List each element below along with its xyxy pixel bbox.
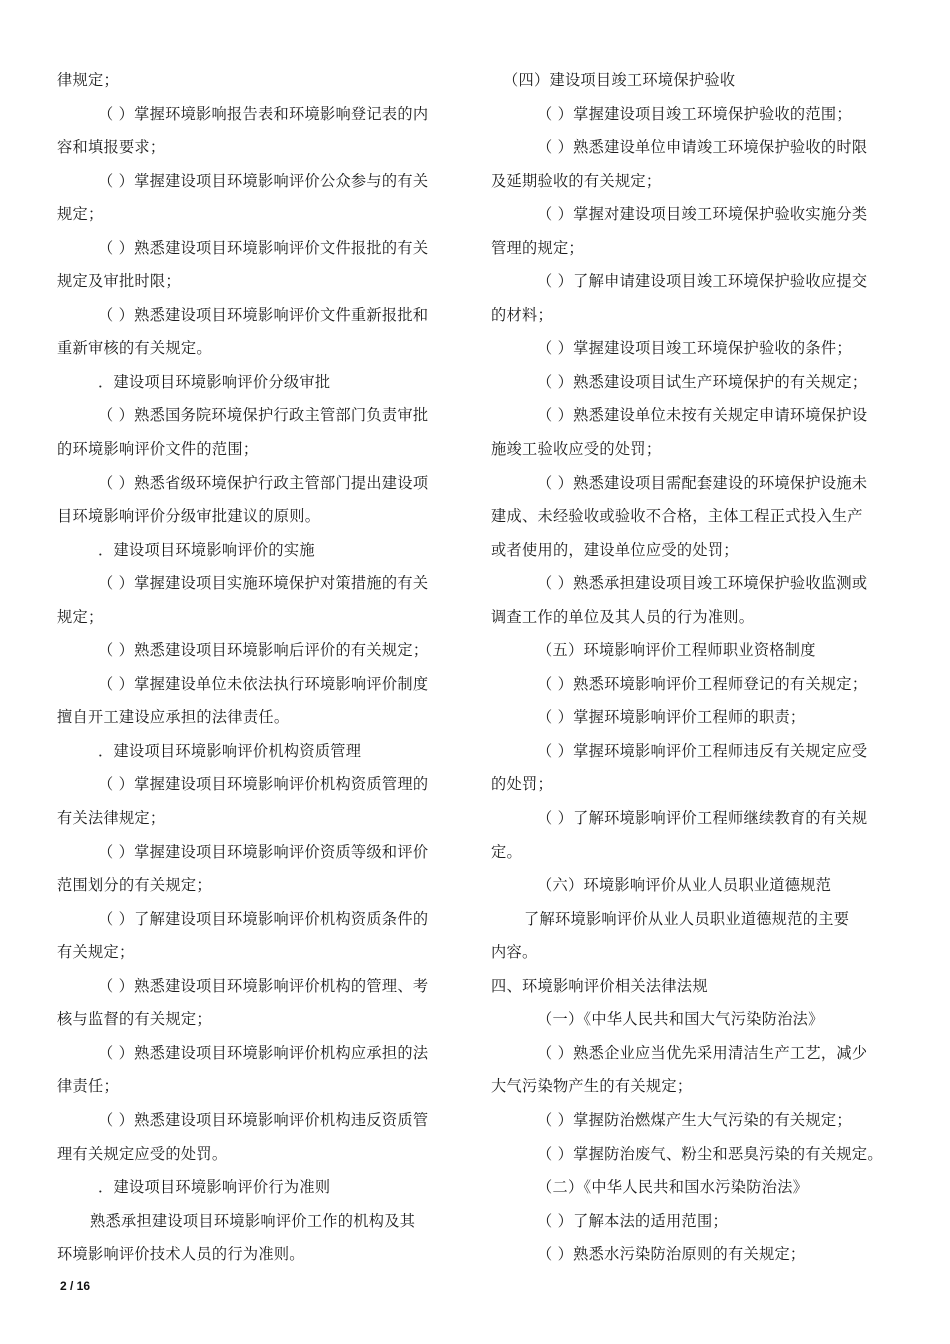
text-line: （ ）掌握防治燃煤产生大气污染的有关规定； (537, 1110, 852, 1129)
text-line: （ ）掌握建设项目环境影响评价机构资质管理的 (98, 775, 429, 794)
text-line: 内容。 (491, 943, 538, 962)
text-line: （ ）熟悉建设项目环境影响评价机构应承担的法 (98, 1043, 429, 1062)
text-line: 调查工作的单位及其人员的行为准则。 (491, 607, 755, 626)
text-line: （ ）熟悉建设单位申请竣工环境保护验收的时限 (537, 138, 868, 157)
text-line: 的处罚； (491, 775, 553, 794)
text-line: （ ）熟悉建设项目环境影响评价机构违反资质管 (98, 1110, 429, 1129)
text-line: （ ）掌握防治废气、粉尘和恶臭污染的有关规定。 (537, 1144, 883, 1163)
text-line: （ ）了解环境影响评价工程师继续教育的有关规 (537, 809, 868, 828)
text-line: （ ）熟悉建设项目环境影响评价文件报批的有关 (98, 238, 429, 257)
text-line: 及延期验收的有关规定； (491, 171, 662, 190)
text-line: ．建设项目环境影响评价分级审批 (98, 372, 331, 391)
text-line: 四、环境影响评价相关法律法规 (491, 976, 708, 995)
text-line: 擅自开工建设应承担的法律责任。 (57, 708, 290, 727)
text-line: 有关规定； (57, 943, 135, 962)
text-line: （ ）熟悉建设项目环境影响后评价的有关规定； (98, 641, 429, 660)
text-line: （ ）熟悉企业应当优先采用清洁生产工艺，减少 (537, 1043, 868, 1062)
text-line: （ ）熟悉水污染防治原则的有关规定； (537, 1245, 806, 1264)
text-line: （ ）了解建设项目环境影响评价机构资质条件的 (98, 909, 429, 928)
text-line: ．建设项目环境影响评价的实施 (98, 540, 315, 559)
text-line: （ ）熟悉国务院环境保护行政主管部门负责审批 (98, 406, 429, 425)
text-line: （ ）熟悉建设项目环境影响评价文件重新报批和 (98, 305, 429, 324)
text-line: 理有关规定应受的处罚。 (57, 1144, 228, 1163)
text-line: 目环境影响评价分级审批建议的原则。 (57, 507, 321, 526)
text-line: （ ）掌握对建设项目竣工环境保护验收实施分类 (537, 205, 868, 224)
text-line: （一）《中华人民共和国大气污染防治法》 (537, 1010, 824, 1029)
page-number: 2 / 16 (60, 1279, 91, 1293)
text-line: 容和填报要求； (57, 138, 166, 157)
text-line: 大气污染物产生的有关规定； (491, 1077, 693, 1096)
text-line: （ ）掌握建设项目环境影响评价资质等级和评价 (98, 842, 429, 861)
text-line: （ ）掌握建设项目竣工环境保护验收的范围； (537, 104, 852, 123)
text-line: 的环境影响评价文件的范围； (57, 440, 259, 459)
left-column (57, 64, 457, 1272)
text-line: 规定； (57, 205, 104, 224)
text-line: （ ）掌握建设项目竣工环境保护验收的条件； (537, 339, 852, 358)
text-line: 熟悉承担建设项目环境影响评价工作的机构及其 (90, 1211, 416, 1230)
text-line: （ ）熟悉建设项目需配套建设的环境保护设施未 (537, 473, 868, 492)
text-line: 律责任； (57, 1077, 119, 1096)
text-line: （ ）掌握环境影响评价工程师违反有关规定应受 (537, 741, 868, 760)
text-line: 规定及审批时限； (57, 272, 181, 291)
text-line: 范围划分的有关规定； (57, 876, 212, 895)
text-line: （ ）掌握环境影响评价工程师的职责； (537, 708, 806, 727)
text-line: 有关法律规定； (57, 809, 166, 828)
text-line: （二）《中华人民共和国水污染防治法》 (537, 1178, 809, 1197)
right-column (491, 64, 901, 1272)
text-line: （五）环境影响评价工程师职业资格制度 (537, 641, 816, 660)
text-line: （四）建设项目竣工环境保护验收 (503, 71, 736, 89)
text-line: 或者使用的，建设单位应受的处罚； (491, 540, 739, 559)
text-line: 环境影响评价技术人员的行为准则。 (57, 1245, 305, 1264)
text-line: 律规定； (57, 71, 119, 89)
text-line: （ ）掌握建设项目环境影响评价公众参与的有关 (98, 171, 429, 190)
text-line: （六）环境影响评价从业人员职业道德规范 (537, 876, 832, 895)
text-line: 建成、未经验收或验收不合格，主体工程正式投入生产 (491, 507, 863, 526)
text-line: （ ）了解申请建设项目竣工环境保护验收应提交 (537, 272, 868, 291)
text-line: 管理的规定； (491, 238, 584, 257)
text-line: ．建设项目环境影响评价机构资质管理 (98, 741, 362, 760)
text-line: （ ）熟悉建设项目环境影响评价机构的管理、考 (98, 976, 429, 995)
text-line: （ ）了解本法的适用范围； (537, 1211, 728, 1230)
text-line: （ ）掌握建设项目实施环境保护对策措施的有关 (98, 574, 429, 593)
text-line: （ ）掌握建设单位未依法执行环境影响评价制度 (98, 674, 429, 693)
text-line: （ ）熟悉建设项目试生产环境保护的有关规定； (537, 372, 868, 391)
text-line: 核与监督的有关规定； (57, 1010, 212, 1029)
text-line: （ ）熟悉环境影响评价工程师登记的有关规定； (537, 674, 868, 693)
text-line: （ ）熟悉承担建设项目竣工环境保护验收监测或 (537, 574, 868, 593)
text-line: 施竣工验收应受的处罚； (491, 440, 662, 459)
text-line: 了解环境影响评价从业人员职业道德规范的主要 (524, 909, 850, 928)
text-line: 重新审核的有关规定。 (57, 339, 212, 358)
text-line: （ ）熟悉建设单位未按有关规定申请环境保护设 (537, 406, 868, 425)
text-line: （ ）熟悉省级环境保护行政主管部门提出建设项 (98, 473, 429, 492)
text-line: 规定； (57, 607, 104, 626)
text-line: 的材料； (491, 305, 553, 324)
text-line: ．建设项目环境影响评价行为准则 (98, 1178, 331, 1197)
text-line: （ ）掌握环境影响报告表和环境影响登记表的内 (98, 104, 429, 123)
text-line: 定。 (491, 842, 522, 861)
